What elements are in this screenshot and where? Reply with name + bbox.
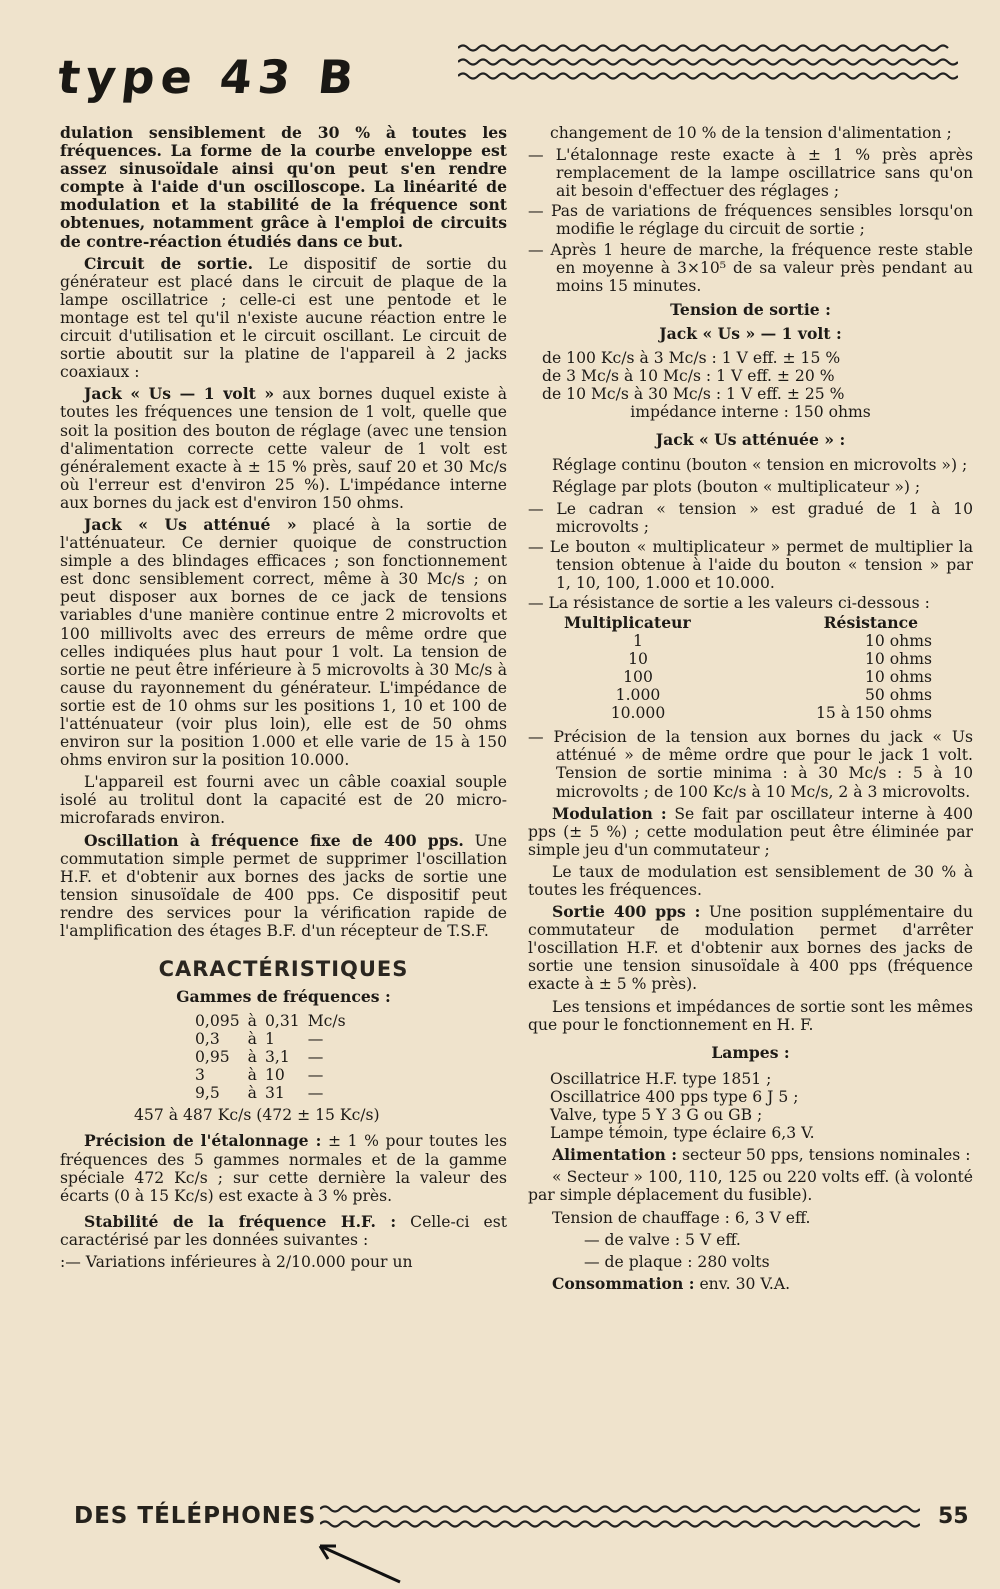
modulation-text: Se fait par oscillateur interne à 400 pps (± 5 %) ; cette modulation peut être éliminée par simple jeu d'un commutateur ; bbox=[528, 804, 974, 859]
chauffage-line: Tension de chauffage : 6, 3 V eff. bbox=[552, 1208, 811, 1227]
footer-wavy-rule bbox=[320, 1500, 920, 1534]
table-row bbox=[528, 650, 968, 668]
oscillation-400-text: Une commutation simple permet de supprimer l'oscillation H.F. et d'obtenir aux bornes des jacks de sortie une tension sinusoïdale de 400 pps. Ce dispositif peut rendre des services pour la vérification rapide de l'amplification des étages B.F. d'un récepteur de T.S.F. bbox=[60, 831, 508, 941]
range-row bbox=[195, 1012, 354, 1030]
left-column bbox=[60, 124, 507, 1275]
jack-1-volt-label: Jack « Us — 1 volt » bbox=[84, 384, 275, 404]
right-column bbox=[528, 124, 973, 1297]
mult-cell: 1.000 bbox=[615, 686, 661, 705]
range-to: 10 bbox=[264, 1066, 285, 1085]
paragraph-taux: Le taux de modulation est sensiblement de 30 % à toutes les fréquences. bbox=[528, 862, 973, 899]
stabilite-item-3: — Pas de variations de fréquences sensibles lorsqu'on modifie le réglage du circuit de sortie ; bbox=[528, 202, 973, 239]
volt-line: de 100 Kc/s à 3 Mc/s : 1 V eff. ± 15 % bbox=[542, 349, 841, 368]
range-unit: — bbox=[307, 1048, 324, 1067]
gammes-heading: Gammes de fréquences : bbox=[176, 987, 391, 1007]
paragraph-modulation-spec bbox=[528, 805, 973, 859]
range-row bbox=[195, 1048, 354, 1066]
jack-attenue-text: placé à la sortie de l'atténuateur. Ce dernier quoique de construction simple a des blindages efficaces ; son fonctionnement est donc sensiblement correct, même à 30 Mc/s ; on peut disposer aux bornes de ce jack de tensions variables d'une manière continue entre 2 microvolts et 100 millivolts avec des erreurs de même ordre que celles indiquées plus haut pour 1 volt. La tension de sortie ne peut être inférieure à 5 microvolts à 30 Mc/s à cause du rayonnement du générateur. L'impédance de sortie est de 10 ohms sur les positions 1, 10 et 100 de l'atténuateur (voir plus loin), elle est de 50 ohms environ sur la position 1.000 et elle varie de 15 à 150 ohms environ sur la position 10.000. bbox=[60, 515, 507, 770]
stabilite-text: Celle-ci est caractérisé par les données suivantes : bbox=[60, 1212, 507, 1249]
range-row bbox=[195, 1030, 354, 1048]
range-to: 31 bbox=[264, 1084, 285, 1103]
resistance-table-header bbox=[528, 614, 968, 632]
range-from: 0,095 bbox=[195, 1012, 240, 1031]
range-to: 3,1 bbox=[264, 1048, 290, 1067]
paragraph-secteur: « Secteur » 100, 110, 125 ou 220 volts eff. (à volonté par simple déplacement du fusible). bbox=[528, 1168, 973, 1205]
paragraph-jack-attenue bbox=[60, 516, 507, 769]
bouton-item: — Le bouton « multiplicateur » permet de multiplier la tension obtenue à l'aide du bouton « tension » par 1, 10, 100, 1.000 et 10.000. bbox=[528, 537, 973, 593]
range-unit: — bbox=[307, 1084, 324, 1103]
footer-publication: DES TÉLÉPHONES bbox=[74, 1503, 317, 1529]
lampe-item: Oscillatrice 400 pps type 6 J 5 ; bbox=[550, 1087, 799, 1106]
page-title: type 43 B bbox=[55, 50, 363, 104]
paragraph-circuit-sortie bbox=[60, 255, 507, 382]
mult-cell: 100 bbox=[623, 668, 653, 687]
circuit-sortie-label: Circuit de sortie. bbox=[84, 253, 254, 273]
paragraph-consommation bbox=[528, 1275, 973, 1293]
paragraph-modulation-text: dulation sensiblement de 30 % à toutes les fréquences. La forme de la courbe enveloppe est assez sinusoïdale ainsi qu'on peut s'en rendre compte à l'aide d'un oscilloscope. La linéarité de modulation et la stabilité de la fréquence sont obtenues, notamment grâce à l'emploi de circuits de contre-réaction étudiés dans ce but. bbox=[60, 123, 507, 251]
range-unit: — bbox=[307, 1066, 324, 1085]
alimentation-label: Alimentation : bbox=[552, 1145, 678, 1165]
range-from: 0,3 bbox=[195, 1030, 220, 1049]
caracteristiques-heading: CARACTÉRISTIQUES bbox=[158, 957, 409, 982]
handwritten-arrow-icon bbox=[310, 1540, 410, 1588]
range-row bbox=[195, 1066, 354, 1084]
stabilite-label: Stabilité de la fréquence H.F. : bbox=[84, 1211, 397, 1231]
res-cell: 50 ohms bbox=[864, 686, 932, 705]
res-cell: 10 ohms bbox=[864, 632, 932, 651]
alimentation-text: secteur 50 pps, tensions nominales : bbox=[677, 1146, 971, 1165]
impedance-line: impédance interne : 150 ohms bbox=[630, 403, 871, 422]
mult-cell: 1 bbox=[633, 632, 643, 651]
table-row bbox=[528, 632, 968, 650]
reglage-continu: Réglage continu (bouton « tension en microvolts ») ; bbox=[552, 455, 968, 474]
mult-cell: 10 bbox=[628, 650, 648, 669]
jack-attenuee-heading: Jack « Us atténuée » : bbox=[655, 430, 846, 450]
volt-line: de 10 Mc/s à 30 Mc/s : 1 V eff. ± 25 % bbox=[542, 385, 845, 404]
stabilite-item-1: :— Variations inférieures à 2/10.000 pour un bbox=[60, 1252, 413, 1271]
table-row bbox=[528, 704, 968, 722]
range-unit: Mc/s bbox=[307, 1012, 346, 1031]
paragraph-oscillation-400 bbox=[60, 832, 507, 941]
range-sep: à bbox=[247, 1012, 257, 1031]
res-cell: 15 à 150 ohms bbox=[816, 704, 932, 723]
paragraph-alimentation bbox=[528, 1146, 973, 1164]
range-to: 1 bbox=[264, 1030, 275, 1049]
range-sep: à bbox=[247, 1084, 257, 1103]
precision-label: Précision de l'étalonnage : bbox=[84, 1131, 322, 1151]
stabilite-item-4: — Après 1 heure de marche, la fréquence reste stable en moyenne à 3×10⁵ de sa valeur près pendant au moins 15 minutes. bbox=[528, 240, 973, 295]
reglage-plots: Réglage par plots (bouton « multiplicateur ») ; bbox=[552, 477, 921, 496]
table-row bbox=[528, 668, 968, 686]
header-multiplicateur: Multiplicateur bbox=[564, 613, 691, 633]
paragraph-modulation bbox=[60, 124, 507, 251]
frequency-ranges-table bbox=[195, 1012, 354, 1102]
mult-cell: 10.000 bbox=[610, 704, 666, 723]
lampe-item: Lampe témoin, type éclaire 6,3 V. bbox=[550, 1124, 815, 1143]
range-row bbox=[195, 1084, 354, 1102]
range-from: 9,5 bbox=[195, 1084, 220, 1103]
jack-us-heading: Jack « Us » — 1 volt : bbox=[659, 323, 842, 343]
circuit-sortie-text: Le dispositif de sortie du générateur est placé dans le circuit de plaque de la lampe oscillatrice ; celle-ci est une pentode et le montage est tel qu'il n'existe aucune réaction entre le circuit d'utilisation et le circuit oscillant. Le circuit de sortie aboutit sur la platine de l'appareil à 2 jacks coaxiaux : bbox=[60, 254, 507, 382]
lampe-item: Valve, type 5 Y 3 G ou GB ; bbox=[550, 1106, 763, 1125]
res-cell: 10 ohms bbox=[864, 668, 932, 687]
range-sep: à bbox=[247, 1048, 257, 1067]
page-number: 55 bbox=[938, 1504, 969, 1529]
paragraph-stabilite bbox=[60, 1213, 507, 1249]
stabilite-item-2: — L'étalonnage reste exacte à ± 1 % près après remplacement de la lampe oscillatrice sans qu'on ait besoin d'effectuer des réglages ; bbox=[528, 146, 973, 201]
plaque-tension-line: — de plaque : 280 volts bbox=[584, 1252, 770, 1271]
continuation-line: changement de 10 % de la tension d'alimentation ; bbox=[550, 124, 952, 142]
sortie-400-label: Sortie 400 pps : bbox=[552, 902, 701, 922]
lampes-heading: Lampes : bbox=[711, 1042, 790, 1062]
jack-attenue-label: Jack « Us atténué » bbox=[84, 514, 297, 534]
table-row bbox=[528, 686, 968, 704]
valve-tension-line: — de valve : 5 V eff. bbox=[584, 1230, 741, 1249]
range-from: 3 bbox=[195, 1066, 205, 1085]
paragraph-jack-1-volt bbox=[60, 385, 507, 512]
header-resistance: Résistance bbox=[823, 613, 918, 633]
consommation-text: env. 30 V.A. bbox=[694, 1274, 791, 1293]
range-unit: — bbox=[307, 1030, 324, 1049]
header-wavy-rule bbox=[458, 40, 958, 86]
range-sep: à bbox=[247, 1030, 257, 1049]
res-cell: 10 ohms bbox=[864, 650, 932, 669]
modulation-label: Modulation : bbox=[552, 803, 667, 823]
resistance-item: — La résistance de sortie a les valeurs ci-dessous : bbox=[528, 594, 930, 613]
paragraph-precision bbox=[60, 1132, 507, 1204]
tension-sortie-heading: Tension de sortie : bbox=[670, 299, 831, 319]
consommation-label: Consommation : bbox=[552, 1273, 695, 1293]
sortie-400-text: Une position supplémentaire du commutateur de modulation permet d'arrêter l'oscillation H.F. et d'obtenir aux bornes des jacks de sortie une tension sinusoïdale à 400 pps (fréquence exacte à ± 5 % près). bbox=[528, 903, 973, 994]
lampe-item: Oscillatrice H.F. type 1851 ; bbox=[550, 1069, 772, 1088]
special-range: 457 à 487 Kc/s (472 ± 15 Kc/s) bbox=[134, 1106, 380, 1125]
precision-attenue-item: — Précision de la tension aux bornes du jack « Us atténué » de même ordre que pour le jack 1 volt. Tension de sortie minima : à 30 Mc/s : 5 à 10 microvolts ; de 100 Kc/s à 10 Mc/s, 2 à 3 microvolts. bbox=[528, 728, 973, 801]
paragraph-tensions-impedances: Les tensions et impédances de sortie sont les mêmes que pour le fonctionnement en H. F. bbox=[528, 997, 973, 1034]
paragraph-cable: L'appareil est fourni avec un câble coaxial souple isolé au trolitul dont la capacité est de 20 micro-microfarads environ. bbox=[60, 773, 507, 828]
precision-text: ± 1 % pour toutes les fréquences des 5 gammes normales et de la gamme spéciale 472 Kc/s ; sur cette dernière la valeur des écarts (0 à 15 Kc/s) est exacte à 3 % près. bbox=[60, 1132, 507, 1205]
resistance-table bbox=[528, 614, 968, 722]
range-to: 0,31 bbox=[264, 1012, 300, 1031]
cadran-item: — Le cadran « tension » est gradué de 1 à 10 microvolts ; bbox=[528, 499, 973, 536]
volt-line: de 3 Mc/s à 10 Mc/s : 1 V eff. ± 20 % bbox=[542, 367, 835, 386]
jack-1-volt-text: aux bornes duquel existe à toutes les fréquences une tension de 1 volt, quelle que soit la position des bouton de réglage (avec une tension d'alimentation correcte cette valeur de 1 volt est généralement exacte à ± 15 % près, sauf 20 et 30 Mc/s où l'erreur est d'environ 25 %). L'impédance interne aux bornes du jack est d'environ 150 ohms. bbox=[60, 385, 507, 512]
oscillation-400-label: Oscillation à fréquence fixe de 400 pps. bbox=[84, 830, 464, 850]
range-sep: à bbox=[247, 1066, 257, 1085]
paragraph-sortie-400 bbox=[528, 903, 973, 993]
range-from: 0,95 bbox=[195, 1048, 230, 1067]
